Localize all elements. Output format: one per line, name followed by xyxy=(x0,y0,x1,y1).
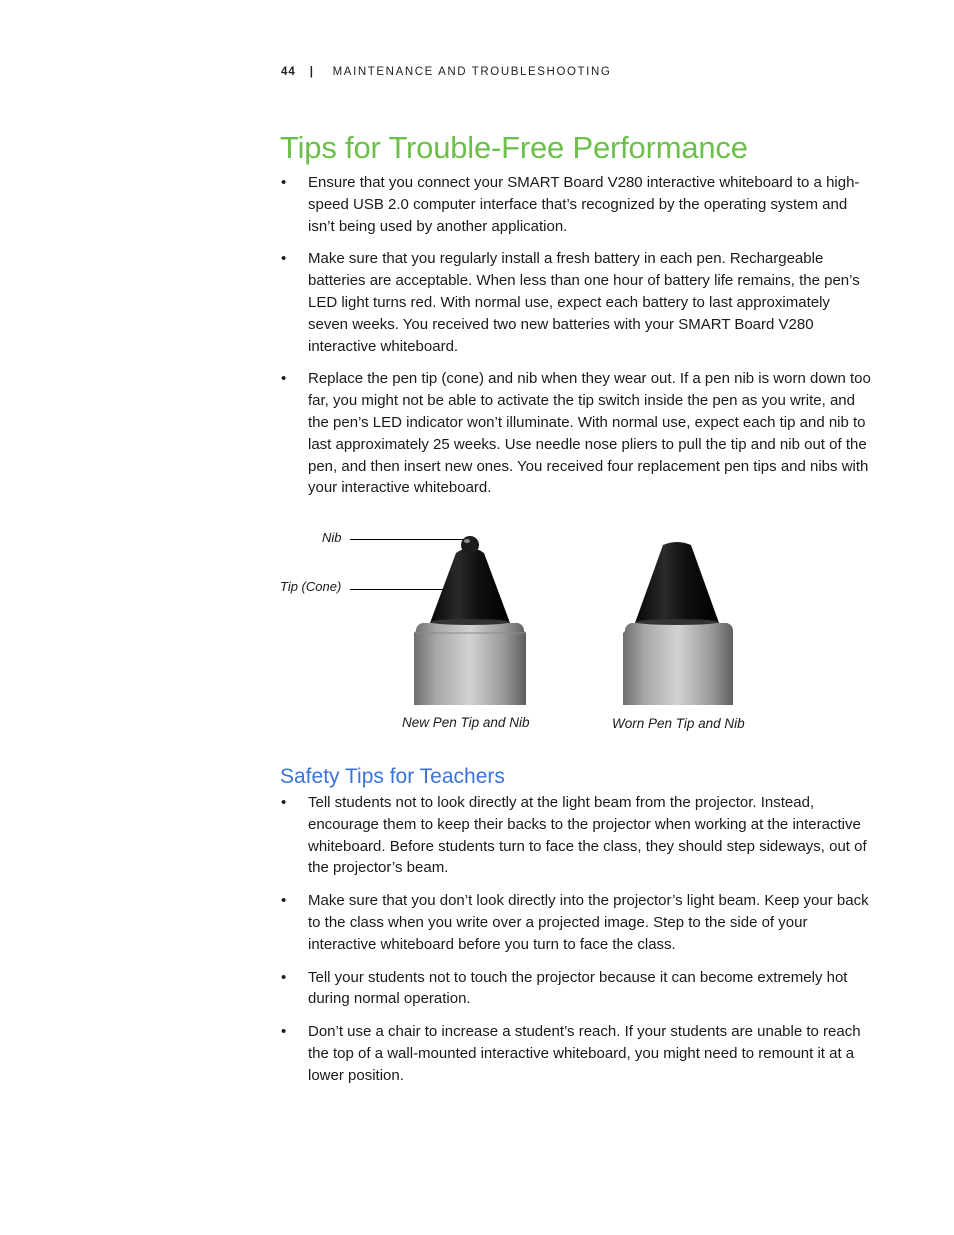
list-item xyxy=(281,890,871,955)
page-number: 44 xyxy=(281,66,296,78)
bullet: • xyxy=(281,1023,287,1041)
bullet: • xyxy=(281,968,287,986)
page-title: Tips for Trouble-Free Performance xyxy=(280,130,748,165)
header-separator: | xyxy=(309,66,315,78)
list-item-text: Replace the pen tip (cone) and nib when they wear out. If a pen nib is worn down too far, you might not be able to activate the tip switch inside the pen as you write, and the pen’s LED indicator won’t illuminate. With normal use, expect each tip and nib to last approximately 25 weeks. Use needle nose pliers to pull the tip and nib out of the pen, and then insert new ones. You received four replacement pen tips and nibs with your interactive whiteboard. xyxy=(308,370,871,497)
bullet: • xyxy=(281,892,287,910)
list-item xyxy=(281,792,871,879)
list-item xyxy=(281,1021,871,1086)
list-item-text: Make sure that you regularly install a fresh battery in each pen. Rechargeable batteries are acceptable. When less than one hour of battery life remains, the pen’s LED light turns red. With normal use, expect each battery to last approximately seven weeks. You received two new batteries with your SMART Board V280 interactive whiteboard. xyxy=(308,250,860,355)
list-item-text: Don’t use a chair to increase a student’s reach. If your students are unable to reach the top of a wall-mounted interactive whiteboard, you might need to remount it at a lower position. xyxy=(308,1023,861,1084)
safety-list xyxy=(281,792,871,1098)
worn-pen-tip-image xyxy=(615,533,735,708)
bullet: • xyxy=(281,794,287,811)
section-title: MAINTENANCE AND TROUBLESHOOTING xyxy=(332,66,612,78)
new-tip-caption: New Pen Tip and Nib xyxy=(402,715,530,730)
list-item xyxy=(281,368,871,499)
worn-tip-caption: Worn Pen Tip and Nib xyxy=(612,716,745,731)
running-header xyxy=(281,66,611,78)
list-item-text: Ensure that you connect your SMART Board V280 interactive whiteboard to a high-speed USB 2.0 computer interface that’s recognized by the operating system and isn’t being used by another application. xyxy=(308,174,860,235)
list-item-text: Make sure that you don’t look directly into the projector’s light beam. Keep your back to the class when you write over a projected image. Step to the side of your interactive whiteboard before you turn to face the class. xyxy=(308,892,869,953)
list-item-text: Tell your students not to touch the projector because it can become extremely hot during normal operation. xyxy=(308,968,848,1008)
section-subtitle: Safety Tips for Teachers xyxy=(280,765,505,788)
nib-label: Nib xyxy=(322,530,342,545)
bullet: • xyxy=(281,174,287,191)
list-item xyxy=(281,248,871,357)
bullet: • xyxy=(281,250,287,268)
tips-list xyxy=(281,172,871,510)
list-item-text: Tell students not to look directly at the light beam from the projector. Instead, encourage them to keep their backs to the projector when working at the interactive whiteboard. Before students turn to face the class, they should step sideways, out of the projector’s beam. xyxy=(308,794,867,877)
list-item xyxy=(281,172,871,237)
new-pen-tip-image xyxy=(410,533,530,708)
pen-tip-figure xyxy=(270,525,770,740)
bullet: • xyxy=(281,370,287,388)
list-item xyxy=(281,967,871,1011)
tip-label: Tip (Cone) xyxy=(280,579,342,594)
